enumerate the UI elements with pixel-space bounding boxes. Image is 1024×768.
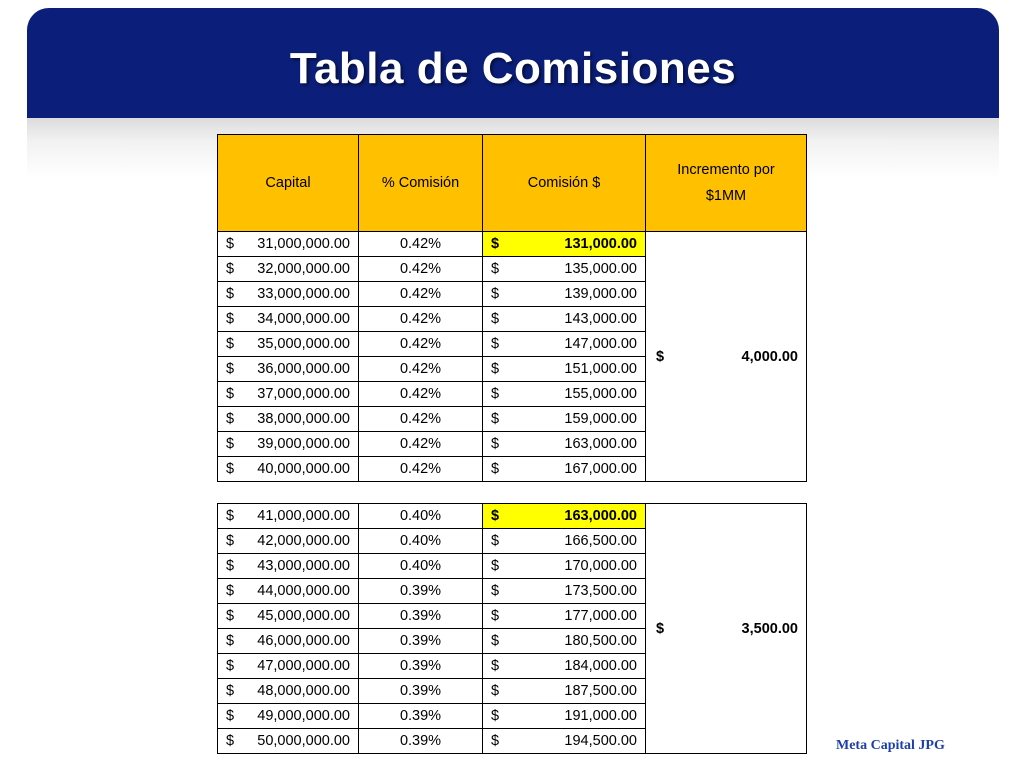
capital-cell-value: 42,000,000.00	[257, 533, 350, 549]
currency-symbol: $	[491, 236, 500, 252]
capital-cell	[218, 232, 359, 257]
currency-symbol: $	[491, 558, 500, 574]
commission-cell	[483, 554, 646, 579]
commission-cell	[483, 257, 646, 282]
commission-cell	[483, 654, 646, 679]
footer-brand: Meta Capital JPG	[836, 738, 945, 753]
commission-cell	[483, 407, 646, 432]
currency-symbol: $	[226, 658, 235, 674]
commission-cell	[483, 704, 646, 729]
capital-cell-value: 38,000,000.00	[257, 411, 350, 427]
currency-symbol: $	[491, 386, 500, 402]
capital-cell	[218, 357, 359, 382]
commission-cell-value: 151,000.00	[564, 361, 637, 377]
commission-cell	[483, 457, 646, 482]
capital-cell	[218, 504, 359, 529]
header-increment-line2: $1MM	[705, 188, 747, 204]
header-pct: % Comisión	[359, 135, 483, 232]
commission-cell	[483, 357, 646, 382]
capital-cell	[218, 457, 359, 482]
capital-cell-value: 33,000,000.00	[257, 286, 350, 302]
currency-symbol: $	[226, 436, 235, 452]
table-2-body	[218, 504, 807, 754]
commission-cell-value: 170,000.00	[564, 558, 637, 574]
capital-cell-value: 39,000,000.00	[257, 436, 350, 452]
pct-cell: 0.42%	[359, 257, 483, 282]
currency-symbol: $	[226, 533, 235, 549]
pct-cell: 0.39%	[359, 579, 483, 604]
currency-symbol: $	[656, 348, 665, 365]
commission-cell-value: 184,000.00	[564, 658, 637, 674]
currency-symbol: $	[226, 733, 235, 749]
capital-cell-value: 47,000,000.00	[257, 658, 350, 674]
commission-cell-value: 163,000.00	[564, 436, 637, 452]
currency-symbol: $	[226, 558, 235, 574]
capital-cell	[218, 529, 359, 554]
capital-cell-value: 49,000,000.00	[257, 708, 350, 724]
pct-cell: 0.40%	[359, 504, 483, 529]
commission-cell-value: 187,500.00	[564, 683, 637, 699]
currency-symbol: $	[491, 683, 500, 699]
pct-cell: 0.39%	[359, 654, 483, 679]
currency-symbol: $	[226, 583, 235, 599]
capital-cell-value: 41,000,000.00	[257, 508, 350, 524]
capital-cell	[218, 729, 359, 754]
commission-cell-value: 143,000.00	[564, 311, 637, 327]
commission-cell-value: 163,000.00	[564, 508, 637, 524]
capital-cell-value: 34,000,000.00	[257, 311, 350, 327]
capital-cell	[218, 407, 359, 432]
pct-cell: 0.42%	[359, 282, 483, 307]
capital-cell	[218, 307, 359, 332]
currency-symbol: $	[226, 411, 235, 427]
capital-cell-value: 44,000,000.00	[257, 583, 350, 599]
currency-symbol: $	[226, 461, 235, 477]
currency-symbol: $	[491, 261, 500, 277]
currency-symbol: $	[491, 361, 500, 377]
currency-symbol: $	[226, 508, 235, 524]
increment-cell-value: 3,500.00	[741, 620, 798, 637]
pct-cell: 0.42%	[359, 232, 483, 257]
currency-symbol: $	[491, 658, 500, 674]
table-1-body	[218, 232, 807, 482]
commission-cell	[483, 307, 646, 332]
currency-symbol: $	[491, 461, 500, 477]
capital-cell	[218, 629, 359, 654]
currency-symbol: $	[226, 361, 235, 377]
capital-cell	[218, 604, 359, 629]
capital-cell	[218, 654, 359, 679]
currency-symbol: $	[491, 533, 500, 549]
commission-cell-value: 166,500.00	[564, 533, 637, 549]
header-row	[218, 135, 807, 232]
capital-cell-value: 31,000,000.00	[257, 236, 350, 252]
commission-cell	[483, 529, 646, 554]
pct-cell: 0.42%	[359, 432, 483, 457]
table-row	[218, 232, 807, 257]
currency-symbol: $	[226, 311, 235, 327]
capital-cell	[218, 554, 359, 579]
header-commission: Comisión $	[483, 135, 646, 232]
pct-cell: 0.40%	[359, 554, 483, 579]
currency-symbol: $	[226, 336, 235, 352]
commission-cell-value: 139,000.00	[564, 286, 637, 302]
commission-cell	[483, 629, 646, 654]
pct-cell: 0.39%	[359, 679, 483, 704]
commission-cell-value: 177,000.00	[564, 608, 637, 624]
header-capital: Capital	[218, 135, 359, 232]
commission-cell-value: 194,500.00	[564, 733, 637, 749]
currency-symbol: $	[491, 508, 500, 524]
currency-symbol: $	[656, 620, 665, 637]
capital-cell-value: 46,000,000.00	[257, 633, 350, 649]
capital-cell	[218, 432, 359, 457]
capital-cell-value: 45,000,000.00	[257, 608, 350, 624]
commission-table-2	[217, 503, 807, 754]
capital-cell	[218, 282, 359, 307]
pct-cell: 0.39%	[359, 704, 483, 729]
pct-cell: 0.42%	[359, 357, 483, 382]
commission-cell	[483, 382, 646, 407]
commission-cell	[483, 504, 646, 529]
commission-cell-value: 147,000.00	[564, 336, 637, 352]
title-banner	[27, 8, 999, 118]
currency-symbol: $	[491, 633, 500, 649]
pct-cell: 0.42%	[359, 382, 483, 407]
capital-cell-value: 40,000,000.00	[257, 461, 350, 477]
currency-symbol: $	[491, 411, 500, 427]
capital-cell-value: 50,000,000.00	[257, 733, 350, 749]
currency-symbol: $	[226, 708, 235, 724]
commission-cell	[483, 679, 646, 704]
currency-symbol: $	[491, 286, 500, 302]
header-increment-line1: Incremento por	[677, 162, 775, 178]
currency-symbol: $	[226, 608, 235, 624]
currency-symbol: $	[491, 608, 500, 624]
capital-cell-value: 36,000,000.00	[257, 361, 350, 377]
increment-cell	[646, 232, 807, 482]
pct-cell: 0.42%	[359, 332, 483, 357]
commission-cell-value: 173,500.00	[564, 583, 637, 599]
table-row	[218, 504, 807, 529]
commission-cell-value: 155,000.00	[564, 386, 637, 402]
commission-cell	[483, 282, 646, 307]
commission-cell-value: 167,000.00	[564, 461, 637, 477]
currency-symbol: $	[226, 633, 235, 649]
commission-cell-value: 191,000.00	[564, 708, 637, 724]
capital-cell	[218, 704, 359, 729]
pct-cell: 0.39%	[359, 604, 483, 629]
capital-cell-value: 48,000,000.00	[257, 683, 350, 699]
commission-cell	[483, 432, 646, 457]
currency-symbol: $	[491, 436, 500, 452]
currency-symbol: $	[491, 311, 500, 327]
commission-cell	[483, 579, 646, 604]
pct-cell: 0.39%	[359, 729, 483, 754]
pct-cell: 0.42%	[359, 457, 483, 482]
currency-symbol: $	[226, 386, 235, 402]
capital-cell-value: 43,000,000.00	[257, 558, 350, 574]
commission-cell-value: 135,000.00	[564, 261, 637, 277]
commission-cell	[483, 232, 646, 257]
currency-symbol: $	[226, 236, 235, 252]
increment-cell	[646, 504, 807, 754]
pct-cell: 0.39%	[359, 629, 483, 654]
header-increment	[646, 135, 807, 232]
increment-cell-value: 4,000.00	[741, 348, 798, 365]
capital-cell	[218, 579, 359, 604]
currency-symbol: $	[226, 286, 235, 302]
capital-cell	[218, 679, 359, 704]
commission-cell	[483, 332, 646, 357]
capital-cell	[218, 332, 359, 357]
currency-symbol: $	[491, 336, 500, 352]
pct-cell: 0.40%	[359, 529, 483, 554]
currency-symbol: $	[226, 261, 235, 277]
commission-cell-value: 131,000.00	[564, 236, 637, 252]
commission-table-1	[217, 134, 807, 482]
currency-symbol: $	[491, 733, 500, 749]
commission-cell-value: 180,500.00	[564, 633, 637, 649]
capital-cell-value: 37,000,000.00	[257, 386, 350, 402]
commission-cell	[483, 729, 646, 754]
capital-cell	[218, 257, 359, 282]
slide-title: Tabla de Comisiones	[289, 44, 737, 93]
currency-symbol: $	[491, 708, 500, 724]
currency-symbol: $	[226, 683, 235, 699]
commission-cell-value: 159,000.00	[564, 411, 637, 427]
capital-cell	[218, 382, 359, 407]
capital-cell-value: 35,000,000.00	[257, 336, 350, 352]
capital-cell-value: 32,000,000.00	[257, 261, 350, 277]
pct-cell: 0.42%	[359, 307, 483, 332]
commission-cell	[483, 604, 646, 629]
currency-symbol: $	[491, 583, 500, 599]
pct-cell: 0.42%	[359, 407, 483, 432]
